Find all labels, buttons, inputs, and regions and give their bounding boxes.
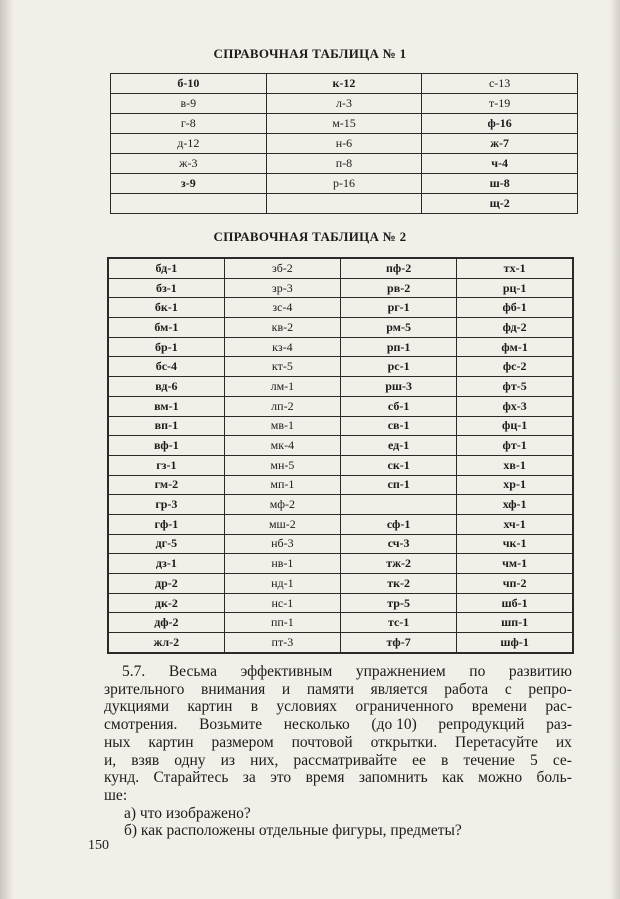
table-cell: бз-1 (108, 278, 224, 298)
table1-title: СПРАВОЧНАЯ ТАБЛИЦА № 1 (213, 46, 407, 61)
table-cell: вд-6 (108, 377, 224, 397)
table-cell: вм-1 (108, 396, 224, 416)
paragraph-word: времени (471, 698, 527, 716)
paragraph-word: ограниченного (355, 698, 454, 716)
table-cell: сп-1 (341, 475, 457, 495)
table-row (111, 114, 578, 134)
table-cell: ч-4 (422, 154, 578, 174)
table-cell: тс-1 (341, 613, 457, 633)
table-cell: бр-1 (108, 337, 224, 357)
paragraph-word: является (370, 680, 428, 698)
table-row (108, 337, 573, 357)
table-cell: щ-2 (422, 194, 578, 214)
paragraph-word: условиях (276, 698, 338, 716)
paragraph-line (104, 663, 572, 681)
paragraph-word: (до 10) (371, 716, 417, 734)
paragraph-word: се- (552, 751, 572, 769)
paragraph-word: памяти (306, 680, 355, 698)
table-cell: бм-1 (108, 318, 224, 338)
table-cell: рг-1 (341, 298, 457, 318)
paragraph-word: рас- (545, 698, 572, 716)
table-row (111, 74, 578, 94)
paragraph-word: открытки. (370, 733, 438, 751)
table-row (108, 258, 573, 278)
paragraph-word: по (469, 663, 486, 680)
paragraph-word: кунд. (104, 769, 140, 787)
table-cell: шп-1 (457, 613, 573, 633)
table-cell: лм-1 (224, 377, 340, 397)
page-edge-shadow-left (0, 0, 14, 899)
table-cell: хр-1 (457, 475, 573, 495)
table-cell: д-12 (111, 134, 267, 154)
table-cell: хф-1 (457, 495, 573, 515)
list-item-a: а) что изображено? (124, 804, 251, 822)
table-cell: чм-1 (457, 554, 573, 574)
paragraph-word: это (270, 769, 292, 787)
table-row (108, 416, 573, 436)
table-cell: рп-1 (341, 337, 457, 357)
table-cell: т-19 (422, 94, 578, 114)
paragraph-word: картин (187, 698, 233, 716)
table-cell (266, 194, 422, 214)
table-cell: сч-3 (341, 534, 457, 554)
table-cell: тр-5 (341, 593, 457, 613)
table-cell: ш-8 (422, 174, 578, 194)
table-cell: фт-5 (457, 377, 573, 397)
page-number: 150 (88, 838, 109, 853)
paragraph-line (104, 769, 572, 787)
table-cell: дг-5 (108, 534, 224, 554)
table-cell: лп-2 (224, 396, 340, 416)
table-cell: мн-5 (224, 455, 340, 475)
table-cell: нв-1 (224, 554, 340, 574)
table-cell: пф-2 (341, 258, 457, 278)
paragraph-line (104, 787, 572, 805)
paragraph-line (104, 681, 572, 699)
paragraph-word: репродукций (438, 716, 525, 734)
paragraph-line (104, 716, 572, 734)
paragraph-word: картин (148, 733, 194, 751)
table-cell: чк-1 (457, 534, 573, 554)
page-edge-shadow-right (610, 0, 620, 899)
paragraph-word: ше: (104, 786, 128, 804)
table-row (108, 554, 573, 574)
table-cell: гз-1 (108, 455, 224, 475)
table-cell: сф-1 (341, 514, 457, 534)
table-cell: мф-2 (224, 495, 340, 515)
list-item-b: б) как расположены отдельные фигуры, предметы? (124, 822, 462, 840)
paragraph-word: взяв (131, 751, 160, 769)
table-cell: рс-1 (341, 357, 457, 377)
table-cell: тж-2 (341, 554, 457, 574)
table-cell: фм-1 (457, 337, 573, 357)
table-cell: шб-1 (457, 593, 573, 613)
table-cell: пт-3 (224, 633, 340, 653)
table-cell: рш-3 (341, 377, 457, 397)
table2-title: СПРАВОЧНАЯ ТАБЛИЦА № 2 (213, 229, 407, 244)
paragraph-word: их (555, 733, 572, 751)
paragraph-word: несколько (283, 716, 350, 734)
table-cell: хч-1 (457, 514, 573, 534)
table-row (111, 134, 578, 154)
paragraph-word: в (441, 751, 449, 769)
table-row (108, 298, 573, 318)
table-cell: зр-3 (224, 278, 340, 298)
paragraph-word: ных (104, 733, 131, 751)
paragraph-word: и, (104, 751, 117, 769)
paragraph-word: боль- (536, 769, 572, 787)
table-cell: жл-2 (108, 633, 224, 653)
table-cell: з-9 (111, 174, 267, 194)
table-cell: зб-2 (224, 258, 340, 278)
table-row (108, 318, 573, 338)
table-cell: ед-1 (341, 436, 457, 456)
table-cell: мш-2 (224, 514, 340, 534)
table-cell: мп-1 (224, 475, 340, 495)
paragraph-word: 5 (529, 751, 538, 769)
table-cell: в-9 (111, 94, 267, 114)
paragraph-word: время (305, 769, 345, 787)
paragraph-word: 5.7. (122, 663, 146, 680)
paragraph-word: упражнением (355, 663, 446, 680)
paragraph-word: репро- (528, 680, 572, 698)
table-cell: нс-1 (224, 593, 340, 613)
table-cell (341, 495, 457, 515)
paragraph-word: Весьма (168, 663, 217, 680)
table-cell: дф-2 (108, 613, 224, 633)
table-row (108, 514, 573, 534)
table-cell: мк-4 (224, 436, 340, 456)
table-cell: св-1 (341, 416, 457, 436)
paragraph-word: с (504, 680, 512, 698)
paragraph-line (104, 734, 572, 752)
paragraph-word: размером (211, 733, 274, 751)
paragraph-line (104, 698, 572, 716)
table-cell: гф-1 (108, 514, 224, 534)
table-cell: ф-16 (422, 114, 578, 134)
table-row (108, 377, 573, 397)
table-cell: дз-1 (108, 554, 224, 574)
table-cell: бк-1 (108, 298, 224, 318)
table-cell: мв-1 (224, 416, 340, 436)
table-cell: кз-4 (224, 337, 340, 357)
table-cell: тк-2 (341, 574, 457, 594)
table-row (108, 613, 573, 633)
exercise-paragraph (104, 663, 572, 840)
table-cell: нд-1 (224, 574, 340, 594)
paragraph-word: в (250, 698, 259, 716)
paragraph-word: раз- (546, 716, 572, 734)
table-cell: ж-7 (422, 134, 578, 154)
table-cell: гм-2 (108, 475, 224, 495)
table-cell: нб-3 (224, 534, 340, 554)
reference-table-1 (110, 73, 578, 214)
paragraph-word: одну (174, 751, 206, 769)
table-cell: зс-4 (224, 298, 340, 318)
table-row (108, 593, 573, 613)
paragraph-word: и (281, 680, 291, 698)
table-row (111, 174, 578, 194)
table-row (108, 278, 573, 298)
table-cell: бд-1 (108, 258, 224, 278)
table-cell: бс-4 (108, 357, 224, 377)
table-cell: рв-2 (341, 278, 457, 298)
table-cell (111, 194, 267, 214)
table-cell: фц-1 (457, 416, 573, 436)
table-row (111, 194, 578, 214)
table-cell: тф-7 (341, 633, 457, 653)
table-cell: кт-5 (224, 357, 340, 377)
table-row (108, 436, 573, 456)
paragraph-word: смотрения. (104, 716, 178, 734)
paragraph-word: можно (478, 769, 523, 787)
table-row (108, 475, 573, 495)
table-cell: к-12 (266, 74, 422, 94)
reference-table-2 (107, 257, 574, 654)
table-cell: фт-1 (457, 436, 573, 456)
table-cell: рм-5 (341, 318, 457, 338)
paragraph-word: рассматривайте (293, 751, 398, 769)
paragraph-word: эффективным (240, 663, 333, 680)
paragraph-word: течение (463, 751, 515, 769)
table-cell: сб-1 (341, 396, 457, 416)
paragraph-word: запомнить (358, 769, 428, 787)
paragraph-word: зрительного (104, 680, 185, 698)
table-cell: н-6 (266, 134, 422, 154)
table-cell: фд-2 (457, 318, 573, 338)
table-row (108, 574, 573, 594)
table-row (108, 495, 573, 515)
paragraph-word: за (242, 769, 256, 787)
table-cell: пп-1 (224, 613, 340, 633)
table-cell: вф-1 (108, 436, 224, 456)
paragraph-word: как (442, 769, 464, 787)
table-cell: кв-2 (224, 318, 340, 338)
table-row (111, 94, 578, 114)
paragraph-word: Перетасуйте (455, 733, 538, 751)
paragraph-word: них, (250, 751, 279, 769)
table-row (111, 154, 578, 174)
table-cell: хв-1 (457, 455, 573, 475)
table-row (108, 455, 573, 475)
table-cell: фс-2 (457, 357, 573, 377)
table-row (108, 396, 573, 416)
table-cell: рц-1 (457, 278, 573, 298)
paragraph-word: работа (444, 680, 489, 698)
paragraph-word: внимания (201, 680, 266, 698)
paragraph-line (104, 752, 572, 770)
table-cell: г-8 (111, 114, 267, 134)
table-row (108, 357, 573, 377)
paragraph-word: ее (412, 751, 426, 769)
table-cell: ск-1 (341, 455, 457, 475)
table-cell: чп-2 (457, 574, 573, 594)
table-cell: с-13 (422, 74, 578, 94)
table-cell: фб-1 (457, 298, 573, 318)
table-cell: фх-3 (457, 396, 573, 416)
table-cell: др-2 (108, 574, 224, 594)
table-cell: дк-2 (108, 593, 224, 613)
paragraph-word: развитию (508, 663, 572, 680)
table-cell: р-16 (266, 174, 422, 194)
table-cell: гр-3 (108, 495, 224, 515)
paragraph-word: из (220, 751, 236, 769)
table-cell: вп-1 (108, 416, 224, 436)
paragraph-word: дукциями (104, 698, 169, 716)
table-cell: шф-1 (457, 633, 573, 653)
table-row (108, 534, 573, 554)
table-cell: л-3 (266, 94, 422, 114)
table-cell: ж-3 (111, 154, 267, 174)
paragraph-word: Возьмите (199, 716, 263, 734)
table-cell: тх-1 (457, 258, 573, 278)
table-cell: п-8 (266, 154, 422, 174)
paragraph-word: почтовой (291, 733, 353, 751)
table-cell: б-10 (111, 74, 267, 94)
paragraph-word: Старайтесь (153, 769, 229, 787)
table-row (108, 633, 573, 653)
table-cell: м-15 (266, 114, 422, 134)
